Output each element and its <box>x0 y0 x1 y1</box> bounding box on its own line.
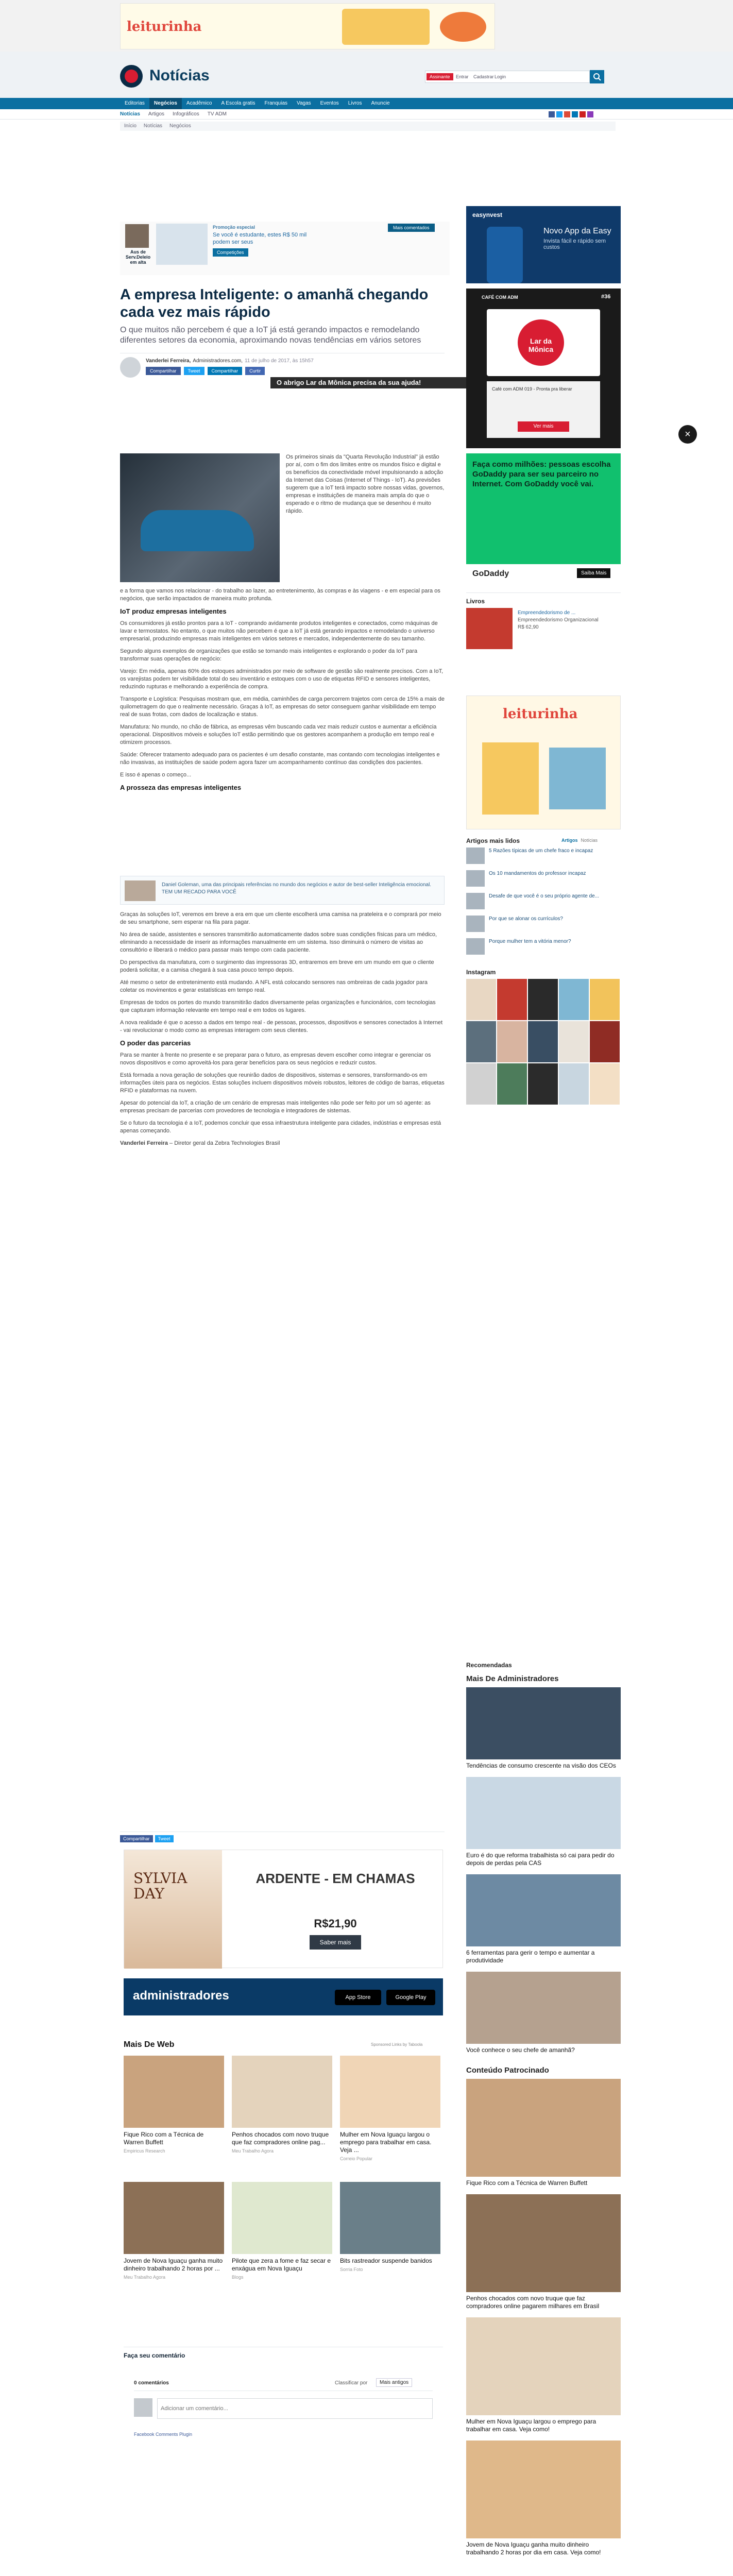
app-store-button[interactable]: App Store <box>335 1990 381 2005</box>
tab-noticias[interactable]: Notícias <box>581 838 598 843</box>
close-icon[interactable]: × <box>678 425 697 444</box>
youtube-icon[interactable] <box>579 111 586 117</box>
reco-image <box>466 1874 621 1946</box>
tweet-button[interactable]: Tweet <box>155 1835 174 1842</box>
top-link-login[interactable]: Entrar <box>456 74 469 79</box>
article-paragraph: Apesar do potencial da IoT, a criação de um cenário de empresas mais inteligentes não pode ser feito por um só agente: as empresas precisam de parcerias com provedores de tecnologia e integradores de sistemas. <box>120 1100 431 1114</box>
instagram-grid <box>466 979 621 1108</box>
web-card-title: Mulher em Nova Iguaçu largou o emprego para trabalhar em casa. Veja ... <box>340 2131 432 2154</box>
reco-item[interactable] <box>466 1777 621 1867</box>
article-subheading: O poder das parcerias <box>120 1039 191 1047</box>
artigos-list <box>466 848 621 961</box>
artigos-tabs <box>561 838 598 843</box>
artigo-thumb <box>466 870 485 887</box>
article-paragraph: Empresas de todos os portes do mundo transmitirão dados diversamente pelas organizações e funcionários, com tecnologias que capturam informação relevante em tempo real e em todos os lugares. <box>120 999 436 1013</box>
web-card-image <box>340 2182 440 2254</box>
artigo-thumb <box>466 916 485 932</box>
app-ad-brand: easynvest <box>472 211 503 218</box>
article-paragraph: Varejo: Em média, apenas 60% dos estoques administrados por meio de software de gestão são realmente precisos. Com a IoT, os varejistas podem ter visibilidade total do seu inventário e estoques com o uso de etiquetas RFID e sensores inteligentes, reduzindo rupturas e melhorando a experiência de compra. <box>120 668 444 690</box>
sponsored-image <box>466 2079 621 2177</box>
google-plus-icon[interactable] <box>564 111 570 117</box>
comments-sort-label: Classificar por <box>335 2380 368 2386</box>
reco-item[interactable] <box>466 1972 621 2054</box>
godaddy-footer <box>466 564 621 585</box>
article-title: A empresa Inteligente: o amanhã chegando cada vez mais rápido <box>120 286 429 320</box>
tweet-button[interactable]: Tweet <box>184 367 204 375</box>
web-card[interactable] <box>232 2056 332 2154</box>
web-card-title: Bits rastreador suspende banidos <box>340 2257 432 2264</box>
web-card-source: Empiricus Research <box>124 2148 165 2154</box>
promo-strip <box>120 222 450 275</box>
sidebar-app-ad[interactable] <box>466 206 621 283</box>
instagram-thumb[interactable] <box>466 1063 496 1105</box>
search-button[interactable] <box>590 70 604 83</box>
web-card-source: Correio Popular <box>340 2156 373 2161</box>
web-card[interactable] <box>340 2182 440 2272</box>
comments-sort-select[interactable]: Mais antigos <box>376 2378 412 2387</box>
reco-item[interactable] <box>466 1687 621 1770</box>
sponsored-item[interactable] <box>466 2079 621 2187</box>
reco-list <box>466 1687 621 2061</box>
instagram-thumb[interactable] <box>497 979 527 1020</box>
nav-item[interactable]: A Escola gratis <box>221 100 255 106</box>
artigo-title: Os 10 mandamentos do professor incapaz <box>489 871 586 876</box>
reco-title: Você conhece o seu chefe de amanhã? <box>466 2046 575 2054</box>
sponsored-title: Penhos chocados com novo truque que faz compradores online pagarem milhares em Brasil <box>466 2295 600 2310</box>
callout-photo <box>125 880 156 901</box>
sub-nav-item[interactable]: Infográficos <box>173 111 199 117</box>
web-card-title: Fique Rico com a Técnica de Warren Buffett <box>124 2131 204 2146</box>
article-paragraph: Está formada a nova geração de soluções que reunirão dados de dispositivos, sistemas e sensores, transformando-os em informações úteis para os negócios. Estas soluções incluem dispositivos móveis robustos, leitores de código de barras, etiquetas RFID e plataformas na nuvem. <box>120 1072 445 1094</box>
comments-heading: Faça seu comentário <box>124 2352 185 2359</box>
reco-title: Tendências de consumo crescente na visão dos CEOs <box>466 1762 616 1769</box>
article-subheading: IoT produz empresas inteligentes <box>120 607 227 615</box>
reco-title: 6 ferramentas para gerir o tempo e aumentar a produtividade <box>466 1949 595 1964</box>
sub-nav-items <box>120 111 227 117</box>
instagram-thumb[interactable] <box>559 1063 589 1105</box>
godaddy-ad[interactable] <box>466 453 621 585</box>
twitter-icon[interactable] <box>556 111 562 117</box>
web-card[interactable] <box>124 2182 224 2280</box>
share-facebook-button[interactable]: Compartilhar <box>120 1835 153 1842</box>
sponsored-title: Mulher em Nova Iguaçu largou o emprego para trabalhar em casa. Veja como! <box>466 2418 596 2433</box>
leiturinha-img <box>482 742 539 815</box>
sponsored-item[interactable] <box>466 2441 621 2556</box>
web-card-title: Jovem de Nova Iguaçu ganha muito dinheiro trabalhando 2 horas por ... <box>124 2257 223 2272</box>
nav-item[interactable]: Eventos <box>320 100 339 106</box>
sub-nav-item[interactable]: Notícias <box>120 111 140 117</box>
top-link-login-2[interactable]: Login <box>495 74 506 79</box>
search-icon <box>590 70 604 83</box>
book-cover <box>124 1850 222 1969</box>
promo-photo <box>156 224 208 265</box>
divider <box>466 592 621 593</box>
artigo-title: Por que se alonar os currículos? <box>489 916 563 922</box>
author-name[interactable]: Vanderlei Ferreira, <box>146 358 191 364</box>
book-ad[interactable] <box>124 1850 443 1968</box>
taboola-label[interactable]: Sponsored Links by Taboola <box>371 2042 423 2047</box>
article-body <box>120 587 445 796</box>
web-card-image <box>124 2182 224 2254</box>
article-date: 11 de julho de 2017, às 15h57 <box>244 358 314 364</box>
article-paragraph: No área de saúde, assistentes e sensores transmitirão automaticamente dados sobre suas condições físicas para um médico, eliminando a necessidade de inserir as informações manualmente em um sistema. Isso diminuirá o número de visitas ao consultório e liberará o médico para passar mais tempo com cada paciente. <box>120 931 437 953</box>
promo-line-2: podem ser seus <box>213 239 253 245</box>
article-paragraph: Para se manter à frente no presente e se preparar para o futuro, as empresas devem escolher como integrar e gerenciar os novos dispositivos e como aproveitá-los para gerar benefícios para os seus negócios e reduzir custos. <box>120 1052 431 1066</box>
instagram-thumb[interactable] <box>528 1021 558 1062</box>
article-image <box>120 453 280 582</box>
instagram-thumb[interactable] <box>559 979 589 1020</box>
reco-heading: Recomendadas <box>466 1662 512 1669</box>
article-paragraph: Do perspectiva da manufatura, com o surgimento das impressoras 3D, entraremos em breve em um mundo em que o cliente poderá solicitar, e a camisa chegará à sua casa pouco tempo depois. <box>120 959 434 973</box>
site-logo[interactable] <box>120 65 143 88</box>
web-card[interactable] <box>124 2056 224 2154</box>
article-paragraph: Saúde: Oferecer tratamento adequado para os pacientes é um desafio constante, mas contando com tecnologias inteligentes e não invasivas, as instituições de saúde podem agora fazer um acompanhamento contínuo das condições dos pacientes. <box>120 752 440 766</box>
article <box>120 286 445 346</box>
nav-item[interactable]: Acadêmico <box>186 100 212 106</box>
share-bar <box>146 367 265 375</box>
book-item-title: Empreendedorismo de ... <box>518 610 576 616</box>
breadcrumb-home[interactable]: Início <box>124 123 137 129</box>
signature-name: Vanderlei Ferreira <box>120 1140 168 1146</box>
author-line <box>146 358 314 364</box>
web-card[interactable] <box>232 2182 332 2280</box>
instagram-thumb[interactable] <box>497 1021 527 1062</box>
promo-tag: Mais comentados <box>388 224 435 232</box>
promo-line: Se você é estudante, estes R$ 50 mil <box>213 232 307 238</box>
web-card-source: Sorria Foto <box>340 2267 363 2272</box>
instagram-thumb[interactable] <box>466 979 496 1020</box>
artigo-item[interactable] <box>466 916 621 936</box>
share-facebook-button[interactable]: Compartilhar <box>146 367 181 375</box>
artigo-item[interactable] <box>466 938 621 959</box>
artigos-heading: Artigos mais lidos <box>466 837 520 844</box>
artigo-item[interactable] <box>466 848 621 868</box>
author-avatar <box>120 357 141 378</box>
facebook-comments-plugin[interactable]: Facebook Comments Plugin <box>134 2432 193 2437</box>
instagram-thumb[interactable] <box>528 1063 558 1105</box>
promo-cta[interactable]: Competições <box>213 248 248 257</box>
godaddy-logo: GoDaddy <box>472 569 509 578</box>
instagram-thumb[interactable] <box>466 1021 496 1062</box>
article-paragraph: Graças às soluções IoT, veremos em breve a era em que um cliente escolherá uma camisa na prateleira e o comprará por meio de seu smartphone, sem esperar na fila para pagar. <box>120 911 441 925</box>
phone-image <box>487 227 523 283</box>
article-paragraph: Manufatura: No mundo, no chão de fábrica, as empresas vêm buscando cada vez mais reduzir custos e aumentar a eficiência operacional. Dispositivos móveis e soluções IoT estão permitindo que os gestores acompanhem a produção em tempo real e otimizem processos. <box>120 724 437 745</box>
car-illustration <box>141 510 254 551</box>
site-title: Notícias <box>149 67 210 84</box>
callout-box[interactable] <box>120 876 445 905</box>
breadcrumb-news[interactable]: Notícias <box>143 123 163 129</box>
web-card-image <box>340 2056 440 2128</box>
article-body-2: Graças às soluções IoT, veremos em breve a era em que um cliente escolherá uma camisa na prateleira e o comprará por meio de seu smartphone, sem esperar na fila para pagar. No área de saúde, assistentes e sensores transmitirão automaticamente dados sobre suas condições físicas para um médico, eliminando a necessidade de inserir as informações manualmente em um sistema. Isso diminuirá o número de visitas ao consultório e liberará o médico para passar mais tempo com cada paciente. Do perspectiva da manufatura, com o surgimento das impressoras 3D, entraremos em breve em um mundo em que o cliente poderá solicitar, e a camisa chegará à sua casa pouco tempo depois. Até mesmo o setor de entretenimento está mudando. A NFL está colocando sensores nas ombreiras de cada jogador para coletar os movimentos e gerar estatísticas em tempo real. Empresas de todos os portes do mundo transmitirão dados diversamente pelas organizações e funcionários, com tecnologias que capturam informação relevante em tempo real e em todos os lugares. A nova realidade é que o acesso a dados em tempo real - de pessoas, processos, dispositivos e sensores conectados à Internet - vai revolucionar o modo como as empresas interagem com seus clientes. O poder das parcerias Para se manter à frente no presente e se preparar para o futuro, as empresas devem escolher como integrar e gerenciar os novos dispositivos e como aproveitá-los para gerar benefícios para os seus negócios e reduzir custos. Está formada a nova geração de soluções que reunirão dados de dispositivos, sistemas e sensores, transformando-os em informações úteis para os negócios. Estas soluções incluem dispositivos móveis robustos, leitores de código de barras, etiquetas RFID e plataformas na nuvem. Apesar do potencial da IoT, a criação de um cenário de empresas mais inteligentes não pode ser feito por um só agente: as empresas precisam de parcerias com provedores de tecnologia e integradores de sistemas. Se o futuro da tecnologia é a IoT, podemos concluir que essa infraestrutura inteligente para cidades, indústrias e empresas está apenas começando. Vanderlei Ferreira – Diretor geral da Zebra Technologies Brasil <box>120 911 445 1146</box>
article-paragraph: Até mesmo o setor de entretenimento está mudando. A NFL está colocando sensores nas ombreiras de cada jogador para coletar os movimentos e gerar estatísticas em tempo real. <box>120 979 428 993</box>
artigo-title: Porque mulher tem a vitória menor? <box>489 939 571 944</box>
nav-item[interactable]: Anuncie <box>371 100 390 106</box>
sponsored-image <box>466 2194 621 2292</box>
top-ad-area <box>0 0 733 52</box>
article-subheading: A prosseza das empresas inteligentes <box>120 784 242 791</box>
web-card-image <box>232 2056 332 2128</box>
patrocinado-heading: Conteúdo Patrocinado <box>466 2066 549 2075</box>
facebook-icon[interactable] <box>549 111 555 117</box>
mais-web <box>124 2040 443 2049</box>
top-ad-banner[interactable] <box>120 3 495 49</box>
callout-text: Daniel Goleman, uma das principais referências no mundo dos negócios e autor de best-seller Inteligência emocional. TEM UM RECADO PARA VOCÊ <box>162 882 432 895</box>
nav-item[interactable]: Franquias <box>264 100 288 106</box>
google-play-button[interactable]: Google Play <box>386 1990 435 2005</box>
reco-subheading: Mais De Administradores <box>466 1674 559 1683</box>
nav-item[interactable]: Editorias <box>125 100 145 106</box>
leiturinha-logo: leiturinha <box>503 706 578 722</box>
article-paragraph: E isso é apenas o começo... <box>120 772 192 778</box>
book-author: SYLVIA DAY <box>133 1870 187 1902</box>
web-card-source: Meu Trabalho Agora <box>124 2275 166 2280</box>
promo-thumb <box>125 224 149 248</box>
app-ad-sub: Invista fácil e rápido sem custos <box>543 238 606 250</box>
artigo-thumb <box>466 938 485 955</box>
social-icons <box>549 111 593 117</box>
livros-item[interactable] <box>466 608 621 659</box>
sub-nav-item[interactable]: Artigos <box>148 111 165 117</box>
top-link-register[interactable]: Cadastrar <box>473 74 494 79</box>
sidebar-video-ad[interactable] <box>466 289 621 448</box>
web-card-source: Blogs <box>232 2275 244 2280</box>
article-paragraph: Os consumidores já estão prontos para a IoT - comprando avidamente produtos inteligentes e conectados, como máquinas de lavar e termostatos. No entanto, o que muitos não percebem é que a IoT já está gerando impactos e remodelando o universo empresarial, produzindo empresas mais inteligentes em vários setores e mercados, independentemente do seu tamanho. <box>120 620 438 642</box>
top-ad-image <box>342 9 430 45</box>
cafe-title: Lar da Mônica <box>518 319 564 366</box>
reco-image <box>466 1687 621 1759</box>
app-banner-title: administradores <box>133 1989 229 2003</box>
signature-role: Diretor geral da Zebra Technologies Brasil <box>174 1140 280 1146</box>
sub-nav-item[interactable]: TV ADM <box>207 111 227 117</box>
article-paragraph: Se o futuro da tecnologia é a IoT, podemos concluir que essa infraestrutura inteligente para cidades, indústrias e empresas está apenas começando. <box>120 1120 441 1134</box>
reco-title: Euro é do que reforma trabalhista só cai para pedir do depois de perdas pela CAS <box>466 1852 615 1867</box>
article-paragraph: A nova realidade é que o acesso a dados em tempo real - de pessoas, processos, dispositivos e sensores conectados à Internet - vai revolucionar o modo como as empresas interagem com seus clientes. <box>120 1020 443 1033</box>
instagram-icon[interactable] <box>587 111 593 117</box>
patrocinado-list <box>466 2079 621 2564</box>
instagram-thumb[interactable] <box>497 1063 527 1105</box>
book-thumb <box>466 608 513 649</box>
bottom-share-bar <box>120 1835 174 1842</box>
floating-banner[interactable]: O abrigo Lar da Mônica precisa da sua ajuda! <box>270 377 536 388</box>
main-nav-items <box>120 98 395 109</box>
breadcrumb <box>120 122 616 131</box>
reco-image <box>466 1777 621 1849</box>
nav-item[interactable]: Livros <box>348 100 362 106</box>
book-title: ARDENTE - EM CHAMAS <box>255 1871 415 1886</box>
instagram-thumb[interactable] <box>559 1021 589 1062</box>
linkedin-icon[interactable] <box>572 111 578 117</box>
sponsored-image <box>466 2441 621 2538</box>
instagram-thumb[interactable] <box>590 979 620 1020</box>
avatar <box>134 2398 152 2417</box>
nav-item[interactable]: Vagas <box>297 100 311 106</box>
article-lede: O que muitos não percebem é que a IoT já está gerando impactos e remodelando diferentes setores da economia, aproximando novas tendências em vários setores <box>120 326 421 345</box>
artigo-item[interactable] <box>466 893 621 913</box>
app-ad-headline: Novo App da Easy <box>543 227 611 235</box>
web-card-source: Meu Trabalho Agora <box>232 2148 274 2154</box>
sponsored-title: Fique Rico com a Técnica de Warren Buffett <box>466 2179 588 2187</box>
article-paragraph: e a forma que vamos nos relacionar - do trabalho ao lazer, ao entretenimento, às compras e às viagens - e em especial para os negócios, que serão impactados de maneira muito profunda. <box>120 588 440 602</box>
sponsored-title: Jovem de Nova Iguaçu ganha muito dinheiro trabalhando 2 horas por dia em casa. Veja como! <box>466 2541 601 2556</box>
artigo-item[interactable] <box>466 870 621 891</box>
article-paragraph: Transporte e Logística: Pesquisas mostram que, em média, caminhões de carga percorrem trajetos com cerca de 15% a mais de quilometragem do que o realmente necessário. Graças à IoT, as empresas do setor conseguem ganhar visibilidade em tempo real de suas frotas, com dados de localização e status. <box>120 696 445 718</box>
nav-item[interactable]: Negócios <box>149 98 182 109</box>
instagram-thumb[interactable] <box>590 1021 620 1062</box>
promo-title: Promoção especial <box>213 225 255 230</box>
top-link-subscriber[interactable]: Assinante <box>427 73 453 80</box>
article-paragraph: Segundo alguns exemplos de organizações que estão se tornando mais inteligentes e explorando o poder da IoT para transformar suas operações de negócio: <box>120 648 418 662</box>
cafe-label: CAFÉ COM ADM <box>482 295 518 300</box>
comment-input[interactable] <box>157 2398 433 2419</box>
godaddy-cta[interactable]: Saiba Mais <box>577 568 610 578</box>
instagram-heading: Instagram <box>466 969 496 976</box>
article-intro: Os primeiros sinais da "Quarta Revolução Industrial" já estão por aí, com o fim dos limites entre os mundos físico e digital e os benefícios da conectividade móvel impulsionando a adoção da Internet das Coisas (Internet of Things - IoT). As previsões sugerem que a IoT terá impacto sobre nossas vidas, governos, empresas e instituições de maneira mais ampla do que o esperado e o ritmo de mudança que se desenhou é muito rápido. <box>286 454 445 514</box>
video-cta[interactable]: Ver mais <box>518 421 569 432</box>
site-header <box>0 52 733 98</box>
cafe-tag: #36 <box>601 294 611 300</box>
sub-nav <box>0 109 733 120</box>
artigo-title: 5 Razões típicas de um chefe fraco e incapaz <box>489 848 593 854</box>
top-ad-image-2 <box>440 12 486 42</box>
web-card-title: Pilote que zera a fome e faz secar e enxágua em Nova Iguaçu <box>232 2257 331 2272</box>
leiturinha-img-2 <box>549 748 606 809</box>
web-card-image <box>124 2056 224 2128</box>
artigo-thumb <box>466 848 485 864</box>
livros-heading: Livros <box>466 598 485 605</box>
reco-image <box>466 1972 621 2044</box>
book-cta[interactable]: Saber mais <box>310 1935 361 1950</box>
artigo-thumb <box>466 893 485 909</box>
share-linkedin-button[interactable]: Compartilhar <box>208 367 243 375</box>
sponsored-item[interactable] <box>466 2317 621 2433</box>
web-card-title: Penhos chocados com novo truque que faz compradores online pag... <box>232 2131 329 2146</box>
book-item-price: R$ 62,90 <box>518 624 539 630</box>
breadcrumb-business[interactable]: Negócios <box>169 123 191 129</box>
web-card[interactable] <box>340 2056 440 2161</box>
comments-count: 0 comentários <box>134 2380 169 2386</box>
leiturinha-ad[interactable] <box>466 696 621 829</box>
cafe-card <box>487 309 600 376</box>
web-card-image <box>232 2182 332 2254</box>
godaddy-text: Faça como milhões: pessoas escolha GoDaddy para ser seu parceiro no Internet. Com GoDaddy você vai. <box>472 460 611 488</box>
instagram-thumb[interactable] <box>528 979 558 1020</box>
app-banner[interactable] <box>124 1978 443 2015</box>
reco-item[interactable] <box>466 1874 621 1964</box>
main-nav <box>0 98 733 109</box>
sponsored-image <box>466 2317 621 2415</box>
video-caption: Café com ADM 019 - Pronta pra liberar <box>492 386 572 392</box>
top-ad-logo: leiturinha <box>127 19 202 35</box>
author-site[interactable]: Administradores.com, <box>193 358 243 364</box>
promo-thumb-label: Aus de Serv.Deleio em alta <box>125 249 151 265</box>
instagram-thumb[interactable] <box>590 1063 620 1105</box>
tab-artigos[interactable]: Artigos <box>561 838 578 843</box>
video-frame[interactable] <box>487 381 600 438</box>
book-price: R$21,90 <box>314 1917 357 1930</box>
like-button[interactable]: Curtir <box>245 367 265 375</box>
artigo-title: Desafe de que você é o seu próprio agente de... <box>489 893 600 899</box>
sponsored-item[interactable] <box>466 2194 621 2310</box>
book-item-sub: Empreendedorismo Organizacional <box>518 617 599 623</box>
mais-web-heading: Mais De Web <box>124 2040 175 2049</box>
